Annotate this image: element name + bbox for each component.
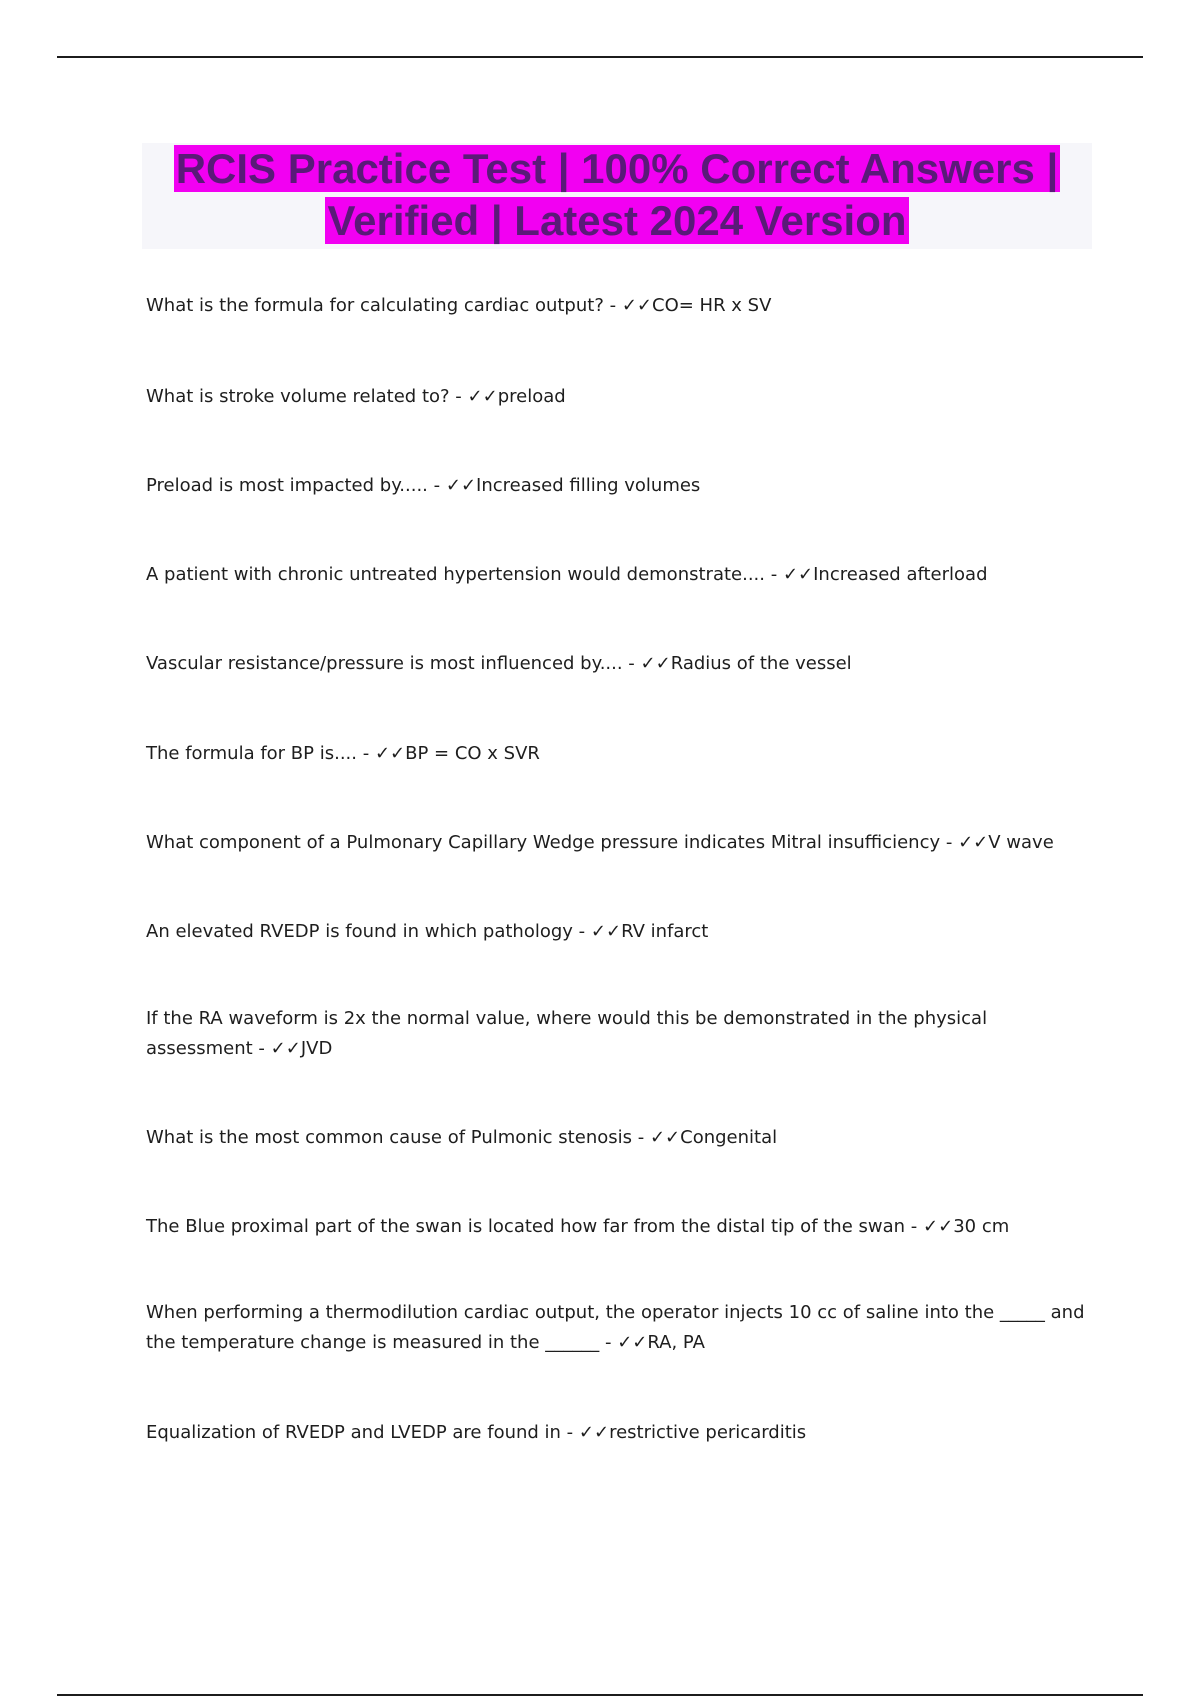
question-text: What component of a Pulmonary Capillary Wedge pressure indicates Mitral insufficiency	[146, 832, 941, 853]
answer-text: 30 cm	[953, 1216, 1010, 1237]
qa-item	[146, 1123, 1096, 1153]
question-text: The formula for BP is....	[146, 743, 357, 764]
question-text: Preload is most impacted by.....	[146, 475, 428, 496]
answer-text: RV infarct	[621, 921, 709, 942]
separator: -	[357, 743, 375, 764]
separator: -	[940, 832, 959, 853]
check-icon: ✓✓	[445, 475, 477, 496]
check-icon: ✓✓	[640, 653, 671, 674]
separator: -	[599, 1332, 618, 1353]
question-text: Vascular resistance/pressure is most influenced by....	[146, 653, 623, 674]
answer-text: Increased afterload	[813, 564, 988, 585]
qa-item	[146, 739, 1096, 769]
qa-item	[146, 1212, 1096, 1242]
check-icon: ✓✓	[923, 1216, 954, 1237]
answer-text: Congenital	[680, 1127, 778, 1148]
separator: -	[765, 564, 783, 585]
question-text: An elevated RVEDP is found in which pathology	[146, 921, 573, 942]
separator: -	[572, 921, 591, 942]
check-icon: ✓✓	[621, 295, 652, 316]
qa-item	[146, 828, 1096, 858]
page-title	[142, 143, 1092, 247]
answer-text: V wave	[988, 832, 1054, 853]
question-text: What is the most common cause of Pulmonic stenosis	[146, 1127, 632, 1148]
separator: -	[449, 386, 468, 407]
qa-item	[146, 382, 1096, 412]
bottom-rule	[57, 1694, 1143, 1696]
question-text: What is stroke volume related to?	[146, 386, 450, 407]
answer-text: Increased filling volumes	[476, 475, 701, 496]
answer-text: RA, PA	[647, 1332, 705, 1353]
separator: -	[560, 1422, 579, 1443]
question-text: The Blue proximal part of the swan is located how far from the distal tip of the swan	[146, 1216, 906, 1237]
top-rule	[57, 56, 1143, 58]
qa-item	[146, 560, 1096, 590]
separator: -	[427, 475, 446, 496]
title-line-1: RCIS Practice Test | 100% Correct Answers |	[175, 145, 1059, 192]
qa-item	[146, 471, 1096, 501]
check-icon: ✓✓	[467, 386, 498, 407]
separator: -	[622, 653, 641, 674]
qa-item	[146, 1004, 1096, 1064]
qa-item	[146, 1298, 1096, 1358]
title-block	[142, 143, 1092, 249]
answer-text: Radius of the vessel	[670, 653, 852, 674]
question-text: A patient with chronic untreated hypertension would demonstrate....	[146, 564, 765, 585]
answer-text: preload	[497, 386, 566, 407]
title-line-2: Verified | Latest 2024 Version	[327, 197, 907, 244]
question-text: If the RA waveform is 2x the normal value, where would this be demonstrated in the physical assessment	[146, 1008, 988, 1059]
check-icon: ✓✓	[578, 1422, 610, 1443]
separator: -	[603, 295, 622, 316]
check-icon: ✓✓	[374, 743, 406, 764]
check-icon: ✓✓	[782, 564, 814, 585]
separator: -	[632, 1127, 650, 1148]
answer-text: restrictive pericarditis	[609, 1422, 807, 1443]
qa-item	[146, 649, 1096, 679]
question-text: When performing a thermodilution cardiac output, the operator injects 10 cc of saline into the _____ and the temperature change is measured in the ______	[146, 1302, 1085, 1353]
qa-item	[146, 917, 1096, 947]
check-icon: ✓✓	[270, 1038, 301, 1059]
check-icon: ✓✓	[958, 832, 989, 853]
separator: -	[252, 1038, 271, 1059]
qa-item	[146, 291, 1096, 321]
answer-text: CO= HR x SV	[652, 295, 772, 316]
check-icon: ✓✓	[617, 1332, 648, 1353]
check-icon: ✓✓	[590, 921, 622, 942]
question-text: Equalization of RVEDP and LVEDP are found in	[146, 1422, 561, 1443]
answer-text: BP = CO x SVR	[405, 743, 540, 764]
question-text: What is the formula for calculating cardiac output?	[146, 295, 604, 316]
answer-text: JVD	[300, 1038, 333, 1059]
separator: -	[905, 1216, 924, 1237]
check-icon: ✓✓	[649, 1127, 681, 1148]
qa-item	[146, 1418, 1096, 1448]
